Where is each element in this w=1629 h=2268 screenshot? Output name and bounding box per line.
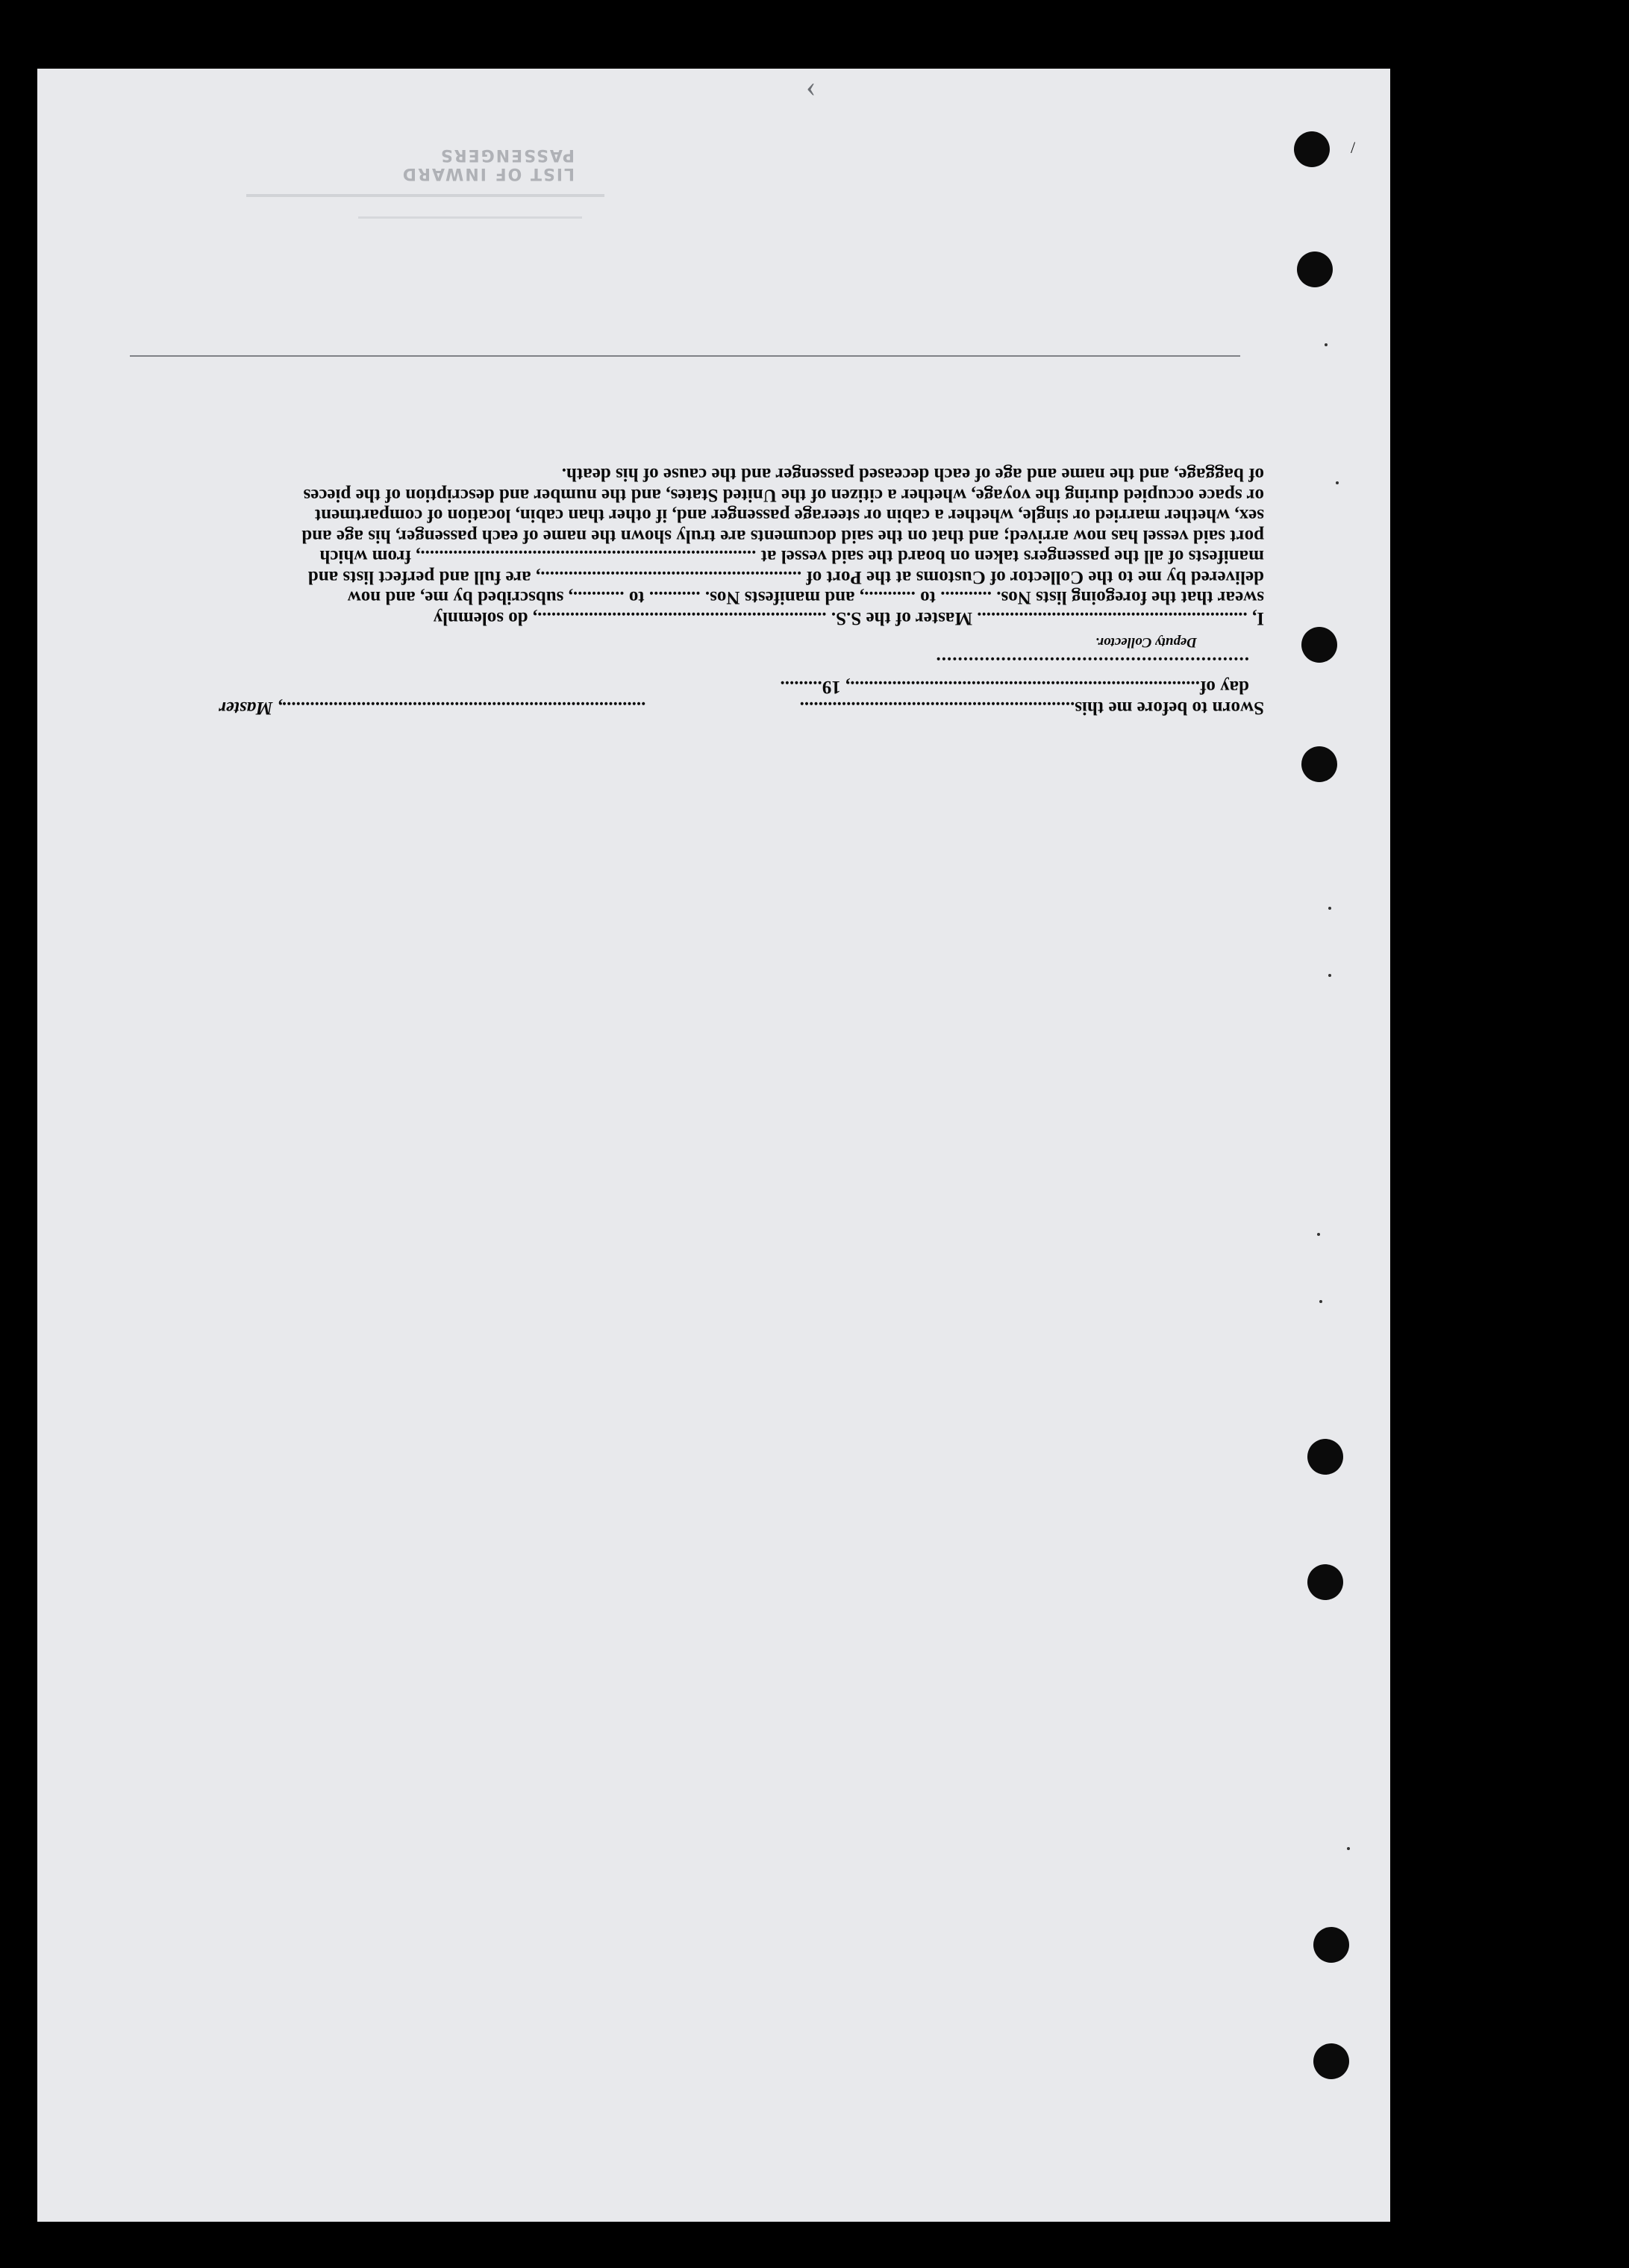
oath-line: manifests of all the passengers taken on board the said vessel at ........................................................................, from which — [319, 546, 1264, 567]
punch-hole — [1307, 1439, 1343, 1475]
punch-hole — [1301, 627, 1337, 663]
year-text: , 19......... — [780, 677, 851, 698]
bleed-through-line — [246, 194, 604, 197]
scan-speck — [1328, 907, 1331, 910]
sworn-block — [130, 677, 1264, 718]
oath-line: port said vessel has now arrived; and that on the said documents are truly shown the name of each passenger, his age and — [301, 526, 1264, 546]
horizontal-rule — [130, 355, 1240, 357]
master-label: , Master — [219, 698, 282, 718]
corner-mark: / — [1351, 138, 1356, 157]
punch-hole — [1313, 1927, 1349, 1963]
punch-hole — [1301, 746, 1337, 782]
day-text: day of........................................................................... — [850, 677, 1249, 698]
sworn-text: Sworn to before me this........................................................... — [799, 698, 1264, 718]
oath-paragraph — [130, 464, 1264, 628]
oath-line: of baggage, and the name and age of each deceased passenger and the cause of his death. — [561, 464, 1264, 485]
deputy-dots: .......................................................... — [935, 653, 1249, 673]
scan-speck — [1317, 1233, 1320, 1236]
punch-hole — [1294, 131, 1330, 167]
punch-hole — [1307, 1564, 1343, 1600]
deputy-label: Deputy Collector. — [1095, 634, 1197, 651]
master-dots: .............................................................................. — [281, 698, 646, 718]
deputy-block — [130, 632, 1264, 673]
sworn-line — [130, 698, 1264, 719]
oath-line: I, .......................................................... Master of the S.S. .............................................................., do solemnly — [433, 608, 1264, 628]
oath-line: delivered by me to the Collector of Customs at the Port of ........................................................, are full and perfect lists and — [307, 567, 1264, 587]
punch-hole — [1313, 2043, 1349, 2079]
punch-hole — [1297, 252, 1333, 287]
oath-block-upside-down — [130, 434, 1264, 785]
scan-mark: ‹ — [806, 69, 816, 103]
scan-speck — [1325, 343, 1328, 346]
oath-line: or space occupied during the voyage, whether a citizen of the United States, and the number and description of the pieces — [303, 485, 1264, 505]
scan-speck — [1347, 1847, 1350, 1850]
bleed-through-heading: LIST OF INWARD PASSENGERS — [401, 146, 575, 183]
scan-speck — [1336, 481, 1339, 484]
scan-speck — [1328, 974, 1331, 977]
document-page — [37, 69, 1390, 2222]
day-line — [130, 677, 1249, 698]
oath-line: sex, whether married or single, whether a cabin or steerage passenger and, if other than cabin, location of compartment — [314, 505, 1264, 526]
scan-speck — [1319, 1300, 1322, 1303]
bleed-through-line — [358, 216, 582, 219]
oath-line: swear that the foregoing lists Nos. ........... to ..........., and manifests Nos. ........... to ..........., subscribed by me, and now — [347, 587, 1264, 608]
